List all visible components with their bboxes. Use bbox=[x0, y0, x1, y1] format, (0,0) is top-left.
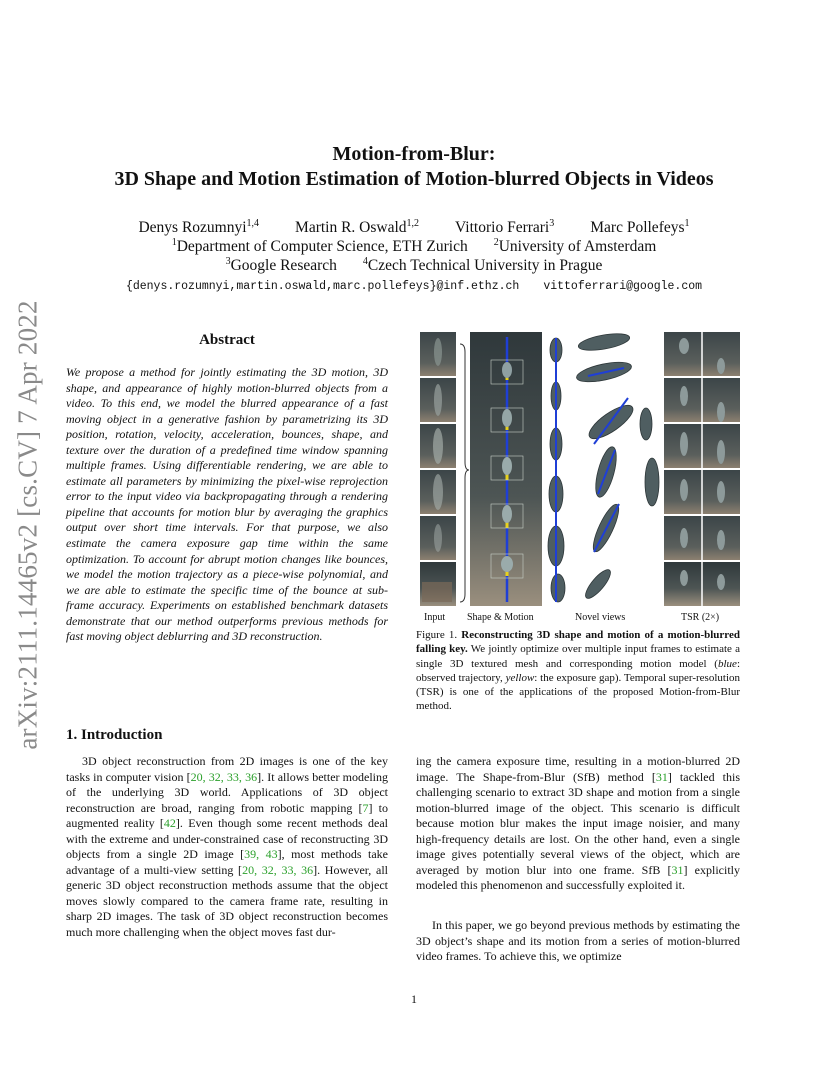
citation-link[interactable]: 31 bbox=[655, 769, 668, 784]
author: Martin R. Oswald$^{1,2}$ bbox=[295, 217, 420, 236]
tsr-panel bbox=[664, 332, 740, 606]
affiliation: $^1$Department of Computer Science, ETH Zurich bbox=[171, 236, 468, 255]
abstract-heading: Abstract bbox=[199, 332, 255, 348]
figure-label-shape-motion: Shape & Motion bbox=[467, 612, 534, 623]
figure-1-caption: Figure 1. Reconstructing 3D shape and motion of a motion-blurred falling key. We jointly optimize over multiple input frames to estimate a single 3D textured mesh and corresponding motion model (blue: observed trajectory, yellow: the exposure gap). Temporal super-resolution (TSR) is one of the applications of the proposed Motion-from-Blur method. bbox=[416, 629, 740, 713]
emails bbox=[60, 280, 768, 293]
author: Marc Pollefeys$^1$ bbox=[590, 217, 690, 236]
citation-link[interactable]: 20, 32, 33, 36 bbox=[190, 769, 258, 784]
author-list bbox=[60, 218, 768, 237]
figure-label-novel-views: Novel views bbox=[575, 612, 626, 623]
figure-label-tsr: TSR (2×) bbox=[681, 612, 720, 623]
intro-paragraph-left: 3D object reconstruction from 2D images is one of the key tasks in computer vision [20, 32, 33, 36]. It allows better modeling of the underlying 3D world. Applications of 3D object reconstruction are broad, ranging from robotic mapping [7] to augmented reality [42]. Even though some recent methods deal with the extreme and under-constrained case of reconstructing 3D objects from a single 2D image [39, 43], most methods take advantage of a multi-view setting [20, 32, 33, 36]. However, all generic 3D object reconstruction methods assume that the object moves slowly compared to the camera frame rate, resulting in sharp 2D images. The task of 3D object reconstruction becomes much more challenging when the object moves fast dur- bbox=[66, 754, 389, 940]
citation-link[interactable]: 7 bbox=[362, 800, 369, 815]
section-heading: 1. Introduction bbox=[66, 727, 163, 743]
figure-1-graphic bbox=[416, 332, 740, 610]
affiliation-row bbox=[60, 237, 768, 256]
author: Denys Rozumnyi$^{1,4}$ bbox=[138, 217, 260, 236]
affiliation-row bbox=[60, 256, 768, 275]
email: {denys.rozumnyi,martin.oswald,marc.pollefeys}@inf.ethz.ch bbox=[125, 280, 520, 293]
arxiv-stamp bbox=[6, 290, 50, 760]
citation-link[interactable]: 20, 32, 33, 36 bbox=[242, 862, 314, 877]
affiliation: $^4$Czech Technical University in Prague bbox=[362, 255, 603, 274]
citation-link[interactable]: 31 bbox=[671, 862, 684, 877]
author: Vittorio Ferrari$^3$ bbox=[455, 217, 555, 236]
email: vittoferrari@google.com bbox=[543, 280, 703, 293]
affiliation: $^3$Google Research bbox=[225, 255, 337, 274]
paper-title-line1: Motion-from-Blur: bbox=[332, 143, 496, 165]
abstract-text: We propose a method for jointly estimating the 3D motion, 3D shape, and appearance of highly motion-blurred objects from a video. To this end, we model the blurred appearance of a fast moving object in a generative fashion by parametrizing its 3D position, rotation, velocity, acceleration, bounces, shape, and texture over the duration of a predefined time window spanning multiple frames. Using differentiable rendering, we are able to estimate all parameters by minimizing the pixel-wise reprojection error to the input video via backpropagating through a rendering pipeline that accounts for motion blur by averaging the graphics output over short time intervals. For that purpose, we also estimate the camera exposure gap time within the same optimization. To account for abrupt motion changes like bounces, we model the motion trajectory as a piece-wise polynomial, and we are able to estimate the specific time of the bounce at sub-frame accuracy. Experiments on established benchmark datasets demonstrate that our method outperforms previous methods for fast moving object deblurring and 3D reconstruction. bbox=[66, 365, 388, 644]
affiliation: $^2$University of Amsterdam bbox=[493, 236, 657, 255]
paper-title-line2: 3D Shape and Motion Estimation of Motion-blurred Objects in Videos bbox=[114, 168, 714, 190]
input-frames bbox=[420, 332, 456, 606]
authors-block bbox=[60, 218, 768, 275]
shape-motion-panel bbox=[470, 332, 542, 606]
figure-1 bbox=[416, 332, 740, 610]
page-number: 1 bbox=[411, 992, 417, 1006]
citation-link[interactable]: 42 bbox=[163, 816, 176, 831]
citation-link[interactable]: 39, 43 bbox=[244, 847, 278, 862]
figure-label-input: Input bbox=[424, 612, 446, 623]
intro-paragraph-right: ing the camera exposure time, resulting in a motion-blurred 2D image. The Shape-from-Blur (SfB) method [31] tackled this challenging scenario to extract 3D shape and motion from a single motion-blurred image of the object. This scenario is difficult because motion blur makes the input image noisier, and many high-frequency details are lost. On the other hand, even a single image gives potentially several views of the object, which are averaged by motion blur into one frame. SfB [31] explicitly modeled this phenomenon and successfully exploited it. bbox=[416, 754, 740, 893]
arxiv-id: arXiv:2111.14465v2 [cs.CV] 7 Apr 2022 bbox=[12, 300, 43, 750]
intro-paragraph-right-2: In this paper, we go beyond previous methods by estimating the 3D object’s shape and its motion from a series of motion-blurred video frames. To achieve this, we optimize bbox=[416, 918, 740, 964]
